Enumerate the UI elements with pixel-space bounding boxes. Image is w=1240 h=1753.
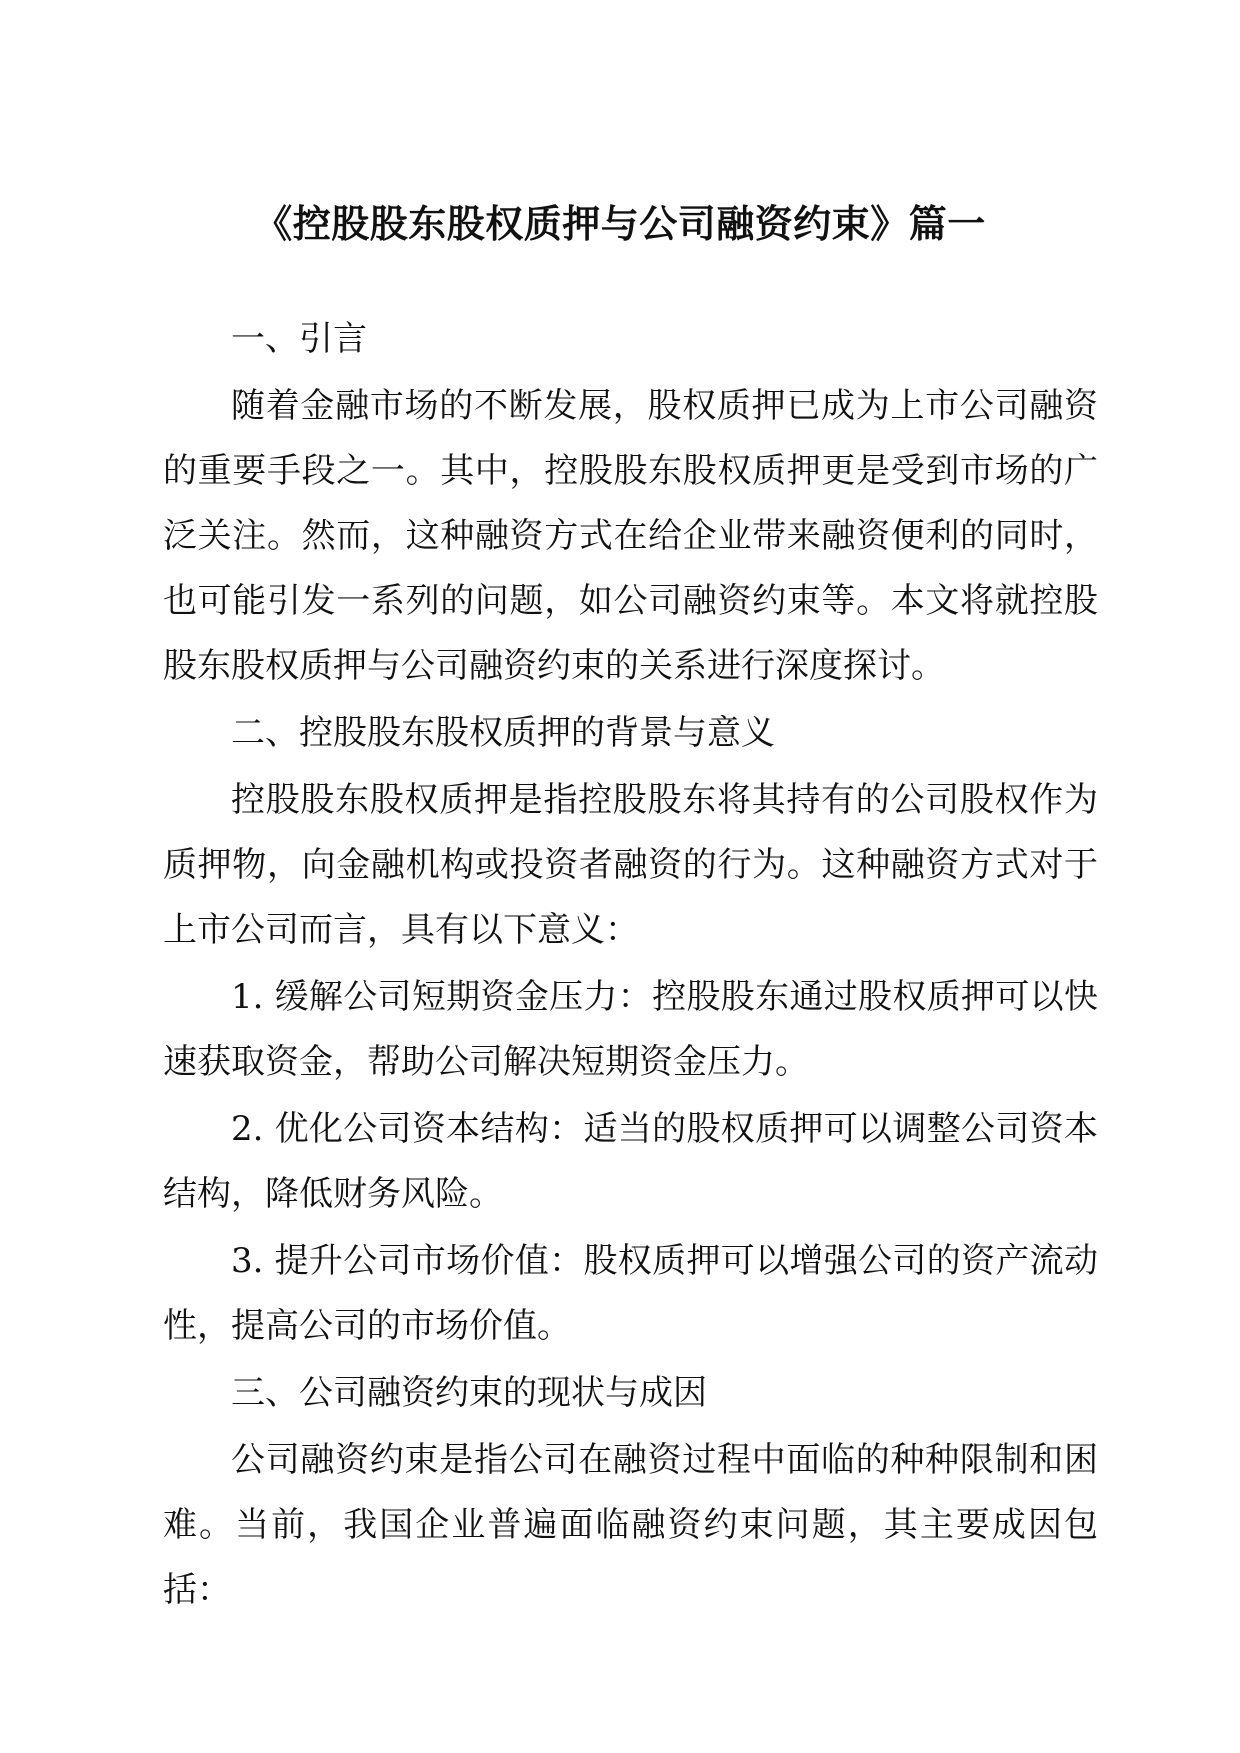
section-heading-constraints: 三、公司融资约束的现状与成因 [231, 1373, 707, 1413]
paragraph-introduction: 随着金融市场的不断发展，股权质押已成为上市公司融资的重要手段之一。其中，控股股东股权质押更是受到市场的广泛关注。然而，这种融资方式在给企业带来融资便利的同时，也可能引发一系列的问题，如公司融资约束等。本文将就控股股东股权质押与公司融资约束的关系进行深度探讨。 [163, 386, 1098, 686]
section-heading-background: 二、控股股东股权质押的背景与意义 [231, 713, 775, 753]
list-item-1: 1. 缓解公司短期资金压力：控股股东通过股权质押可以快速获取资金，帮助公司解决短期资金压力。 [163, 977, 1098, 1082]
section-heading-introduction: 一、引言 [231, 319, 367, 359]
list-item-3: 3. 提升公司市场价值：股权质押可以增强公司的资产流动性，提高公司的市场价值。 [163, 1241, 1098, 1346]
document-body [163, 307, 1098, 1623]
document-title: 《控股股东股权质押与公司融资约束》篇一 [254, 201, 986, 246]
list-item-2: 2. 优化公司资本结构：适当的股权质押可以调整公司资本结构，降低财务风险。 [163, 1109, 1098, 1214]
paragraph-constraints: 公司融资约束是指公司在融资过程中面临的种种限制和困难。当前，我国企业普遍面临融资约束问题，其主要成因包括： [163, 1440, 1098, 1610]
paragraph-background: 控股股东股权质押是指控股股东将其持有的公司股权作为质押物，向金融机构或投资者融资的行为。这种融资方式对于上市公司而言，具有以下意义： [163, 780, 1098, 950]
